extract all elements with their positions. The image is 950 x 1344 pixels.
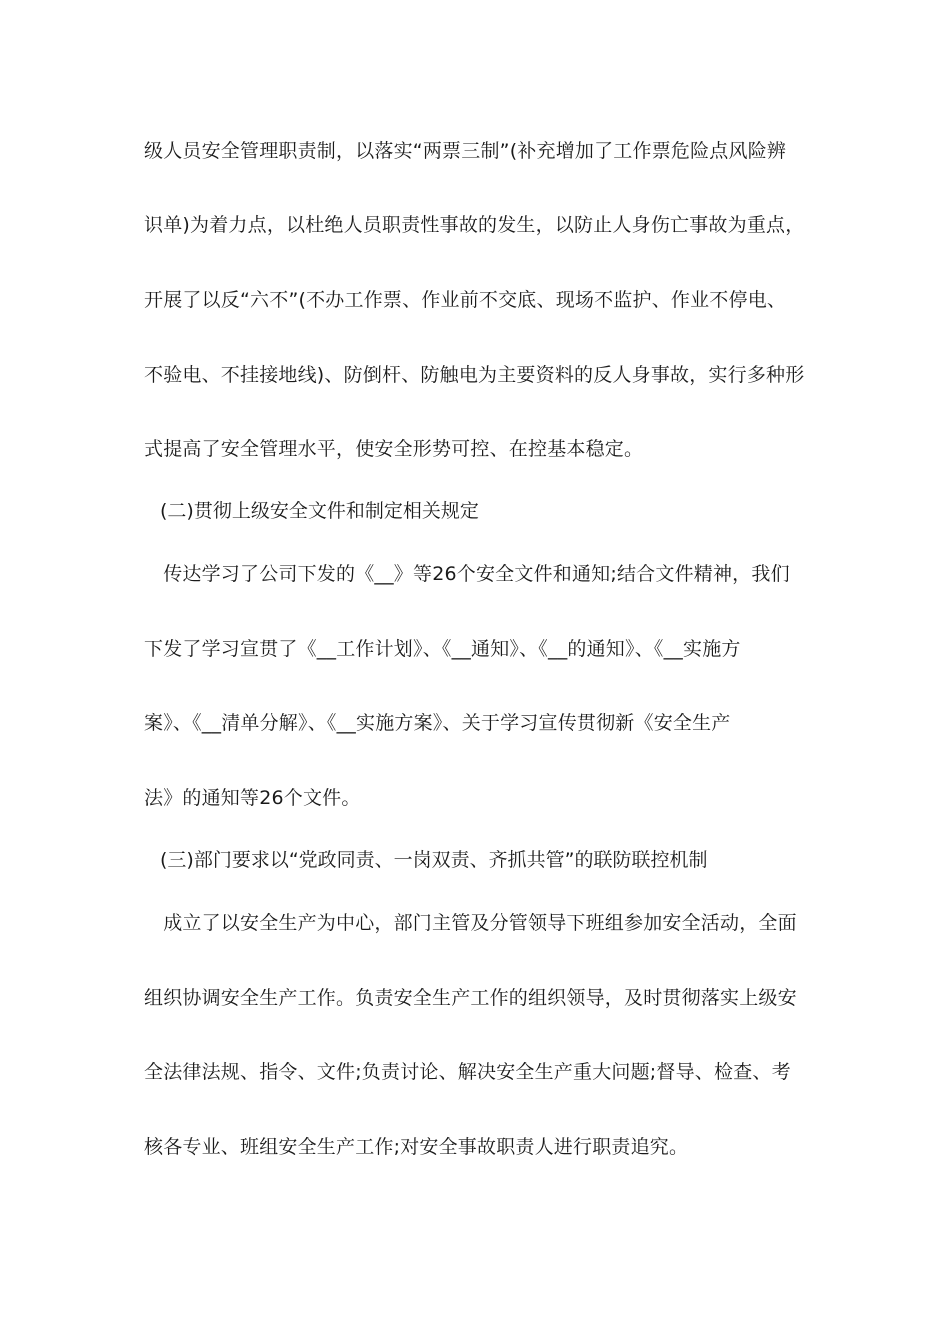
paragraph-line: 级人员安全管理职责制，以落实“两票三制”(补充增加了工作票危险点风险辨 bbox=[144, 140, 787, 162]
paragraph-line: 下发了学习宣贯了《__工作计划》、《__通知》、《__的通知》、《__实施方 bbox=[144, 638, 741, 660]
paragraph-line: 开展了以反“六不”(不办工作票、作业前不交底、现场不监护、作业不停电、 bbox=[144, 289, 787, 311]
paragraph-line: 案》、《__清单分解》、《__实施方案》、关于学习宣传贯彻新《安全生产 bbox=[144, 712, 731, 734]
paragraph-line: 组织协调安全生产工作。负责安全生产工作的组织领导，及时贯彻落实上级安 bbox=[144, 987, 797, 1009]
paragraph-line: 传达学习了公司下发的《__》等26个安全文件和通知;结合文件精神，我们 bbox=[144, 563, 790, 585]
paragraph-line: 式提高了安全管理水平，使安全形势可控、在控基本稳定。 bbox=[144, 438, 644, 460]
section-heading: (二)贯彻上级安全文件和制定相关规定 bbox=[160, 500, 479, 522]
paragraph-line: 核各专业、班组安全生产工作;对安全事故职责人进行职责追究。 bbox=[144, 1136, 689, 1158]
paragraph-line: 法》的通知等26个文件。 bbox=[144, 787, 361, 809]
paragraph-line: 识单)为着力点，以杜绝人员职责性事故的发生，以防止人身伤亡事故为重点， bbox=[144, 214, 805, 236]
section-heading: (三)部门要求以“党政同责、一岗双责、齐抓共管”的联防联控机制 bbox=[160, 849, 708, 871]
paragraph-line: 成立了以安全生产为中心，部门主管及分管领导下班组参加安全活动，全面 bbox=[144, 912, 797, 934]
paragraph-line: 全法律法规、指令、文件;负责讨论、解决安全生产重大问题;督导、检查、考 bbox=[144, 1061, 791, 1083]
paragraph-line: 不验电、不挂接地线)、防倒杆、防触电为主要资料的反人身事故，实行多种形 bbox=[144, 364, 805, 386]
